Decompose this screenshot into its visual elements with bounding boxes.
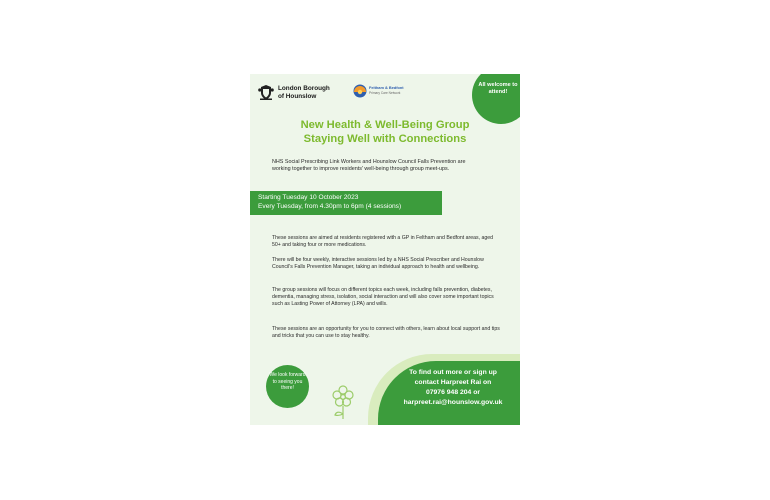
council-logo [258, 84, 330, 101]
welcome-badge-text: All welcome to attend! [478, 82, 518, 95]
sessions-paragraph: There will be four weekly, interactive sessions led by a NHS Social Prescriber and Hounslow Council's Falls Prevention Manager, taking an individual approach to health and wellbeing. [272, 257, 484, 270]
pcn-logo [353, 84, 404, 98]
flyer [250, 74, 520, 425]
eligibility-paragraph: These sessions are aimed at residents registered with a GP in Feltham and Bedfont areas, aged 50+ and taking four or more medications. [272, 235, 494, 248]
flower-outline-icon [330, 384, 356, 420]
contact-phone: 07976 948 204 or [425, 389, 481, 396]
council-name-line2: of Hounslow [278, 92, 317, 100]
council-crest-icon [258, 84, 274, 101]
title-line2: Staying Well with Connections [303, 133, 467, 145]
schedule-start: Starting Tuesday 10 October 2023 [258, 194, 359, 201]
title-line1: New Health & Well-Being Group [300, 119, 470, 131]
pcn-subtitle: Primary Care Network [369, 91, 401, 95]
pcn-sun-icon [353, 84, 367, 98]
topics-paragraph: The group sessions will focus on different topics each week, including falls prevention, diabetes, dementia, managing stress, isolation, social interaction and will also cover some important topics such as Lasting Power of Attorney (LPA) and wills. [272, 287, 494, 307]
opportunity-paragraph: These sessions are an opportunity for you to connect with others, learn about local support and tips and tricks that you can use to stay healthy. [272, 326, 500, 339]
intro-text: NHS Social Prescribing Link Workers and Hounslow Council Falls Prevention are working together to improve residents' well-being through group meet-ups. [272, 159, 466, 173]
council-name-line1: London Borough [278, 84, 330, 92]
schedule-frequency: Every Tuesday, from 4.30pm to 6pm (4 sessions) [258, 202, 402, 210]
contact-info [388, 368, 518, 408]
look-forward-text: We look forward to seeing you there! [269, 372, 306, 391]
contact-line2: contact Harpreet Rai on [414, 379, 492, 386]
pcn-name: Feltham & Bedfont [369, 85, 404, 91]
contact-line1: To find out more or sign up [409, 369, 497, 376]
schedule-banner [250, 191, 442, 215]
contact-email[interactable]: harpreet.rai@hounslow.gov.uk [403, 399, 503, 406]
